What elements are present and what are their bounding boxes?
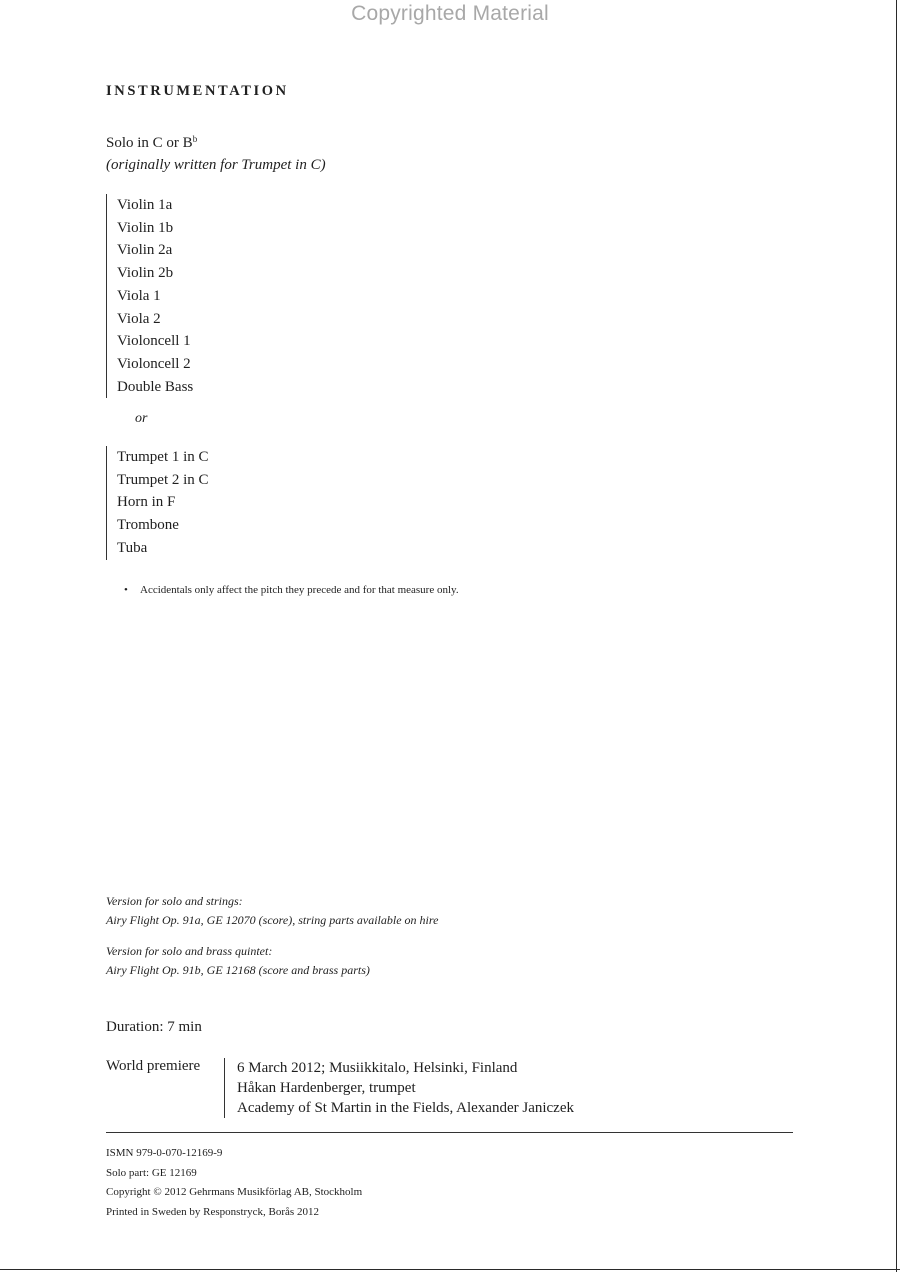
- list-item: Trumpet 1 in C: [117, 449, 209, 465]
- list-item: Trumpet 2 in C: [117, 471, 209, 488]
- list-item: Violin 1a: [117, 197, 173, 213]
- version-detail: Airy Flight Op. 91b, GE 12168 (score and brass parts): [106, 963, 370, 977]
- version-detail: Airy Flight Op. 91a, GE 12070 (score), string parts available on hire: [106, 913, 439, 927]
- list-item: Trombone: [117, 517, 179, 534]
- duration: Duration: 7 min: [106, 1019, 202, 1035]
- version-title: Version for solo and strings:: [106, 894, 243, 908]
- page-border-bottom: [0, 1269, 900, 1270]
- solo-line: [106, 128, 326, 154]
- strings-instrument-list: [106, 194, 193, 398]
- list-item: Double Bass: [117, 378, 194, 395]
- imprint-line: Printed in Sweden by Responstryck, Borås 2012: [106, 1205, 319, 1218]
- imprint-line: Solo part: GE 12169: [106, 1166, 197, 1179]
- version-brass: [106, 942, 438, 980]
- page-border-right: [896, 0, 897, 1272]
- flat-symbol: b: [192, 134, 198, 144]
- list-item: Violoncell 1: [117, 333, 191, 350]
- list-item: Violin 2b: [117, 265, 174, 282]
- list-item: Violin 2a: [117, 242, 173, 259]
- solo-instrument-block: [106, 128, 326, 176]
- accidentals-note-text: Accidentals only affect the pitch they precede and for that measure only.: [140, 584, 459, 596]
- imprint-line: Copyright © 2012 Gehrmans Musikförlag AB, Stockholm: [106, 1186, 363, 1198]
- brass-instrument-list: [106, 446, 209, 560]
- imprint-line: ISMN 979-0-070-12169-9: [106, 1147, 223, 1159]
- copyright-watermark: Copyrighted Material: [351, 2, 549, 25]
- bullet-icon: •: [124, 584, 128, 596]
- version-strings: [106, 892, 438, 930]
- premiere-details: [224, 1058, 574, 1118]
- or-separator: or: [135, 411, 148, 426]
- divider: [106, 1132, 793, 1133]
- page-title: INSTRUMENTATION: [106, 83, 289, 99]
- list-item: Violin 1b: [117, 219, 174, 236]
- list-item: Tuba: [117, 539, 148, 556]
- premiere-label: World premiere: [106, 1058, 201, 1074]
- list-item: Horn in F: [117, 494, 176, 511]
- premiere-line: 6 March 2012; Musiikkitalo, Helsinki, Finland: [237, 1060, 518, 1076]
- premiere-line: Academy of St Martin in the Fields, Alexander Janiczek: [237, 1100, 574, 1116]
- list-item: Viola 1: [117, 287, 161, 304]
- version-title: Version for solo and brass quintet:: [106, 944, 273, 958]
- premiere-line: Håkan Hardenberger, trumpet: [237, 1080, 416, 1096]
- imprint-block: [106, 1144, 362, 1222]
- solo-original-note: (originally written for Trumpet in C): [106, 157, 326, 173]
- list-item: Violoncell 2: [117, 355, 191, 372]
- list-item: Viola 2: [117, 310, 161, 327]
- accidentals-note: [124, 584, 459, 596]
- solo-text: Solo in C or B: [106, 135, 193, 151]
- versions-block: [106, 892, 438, 980]
